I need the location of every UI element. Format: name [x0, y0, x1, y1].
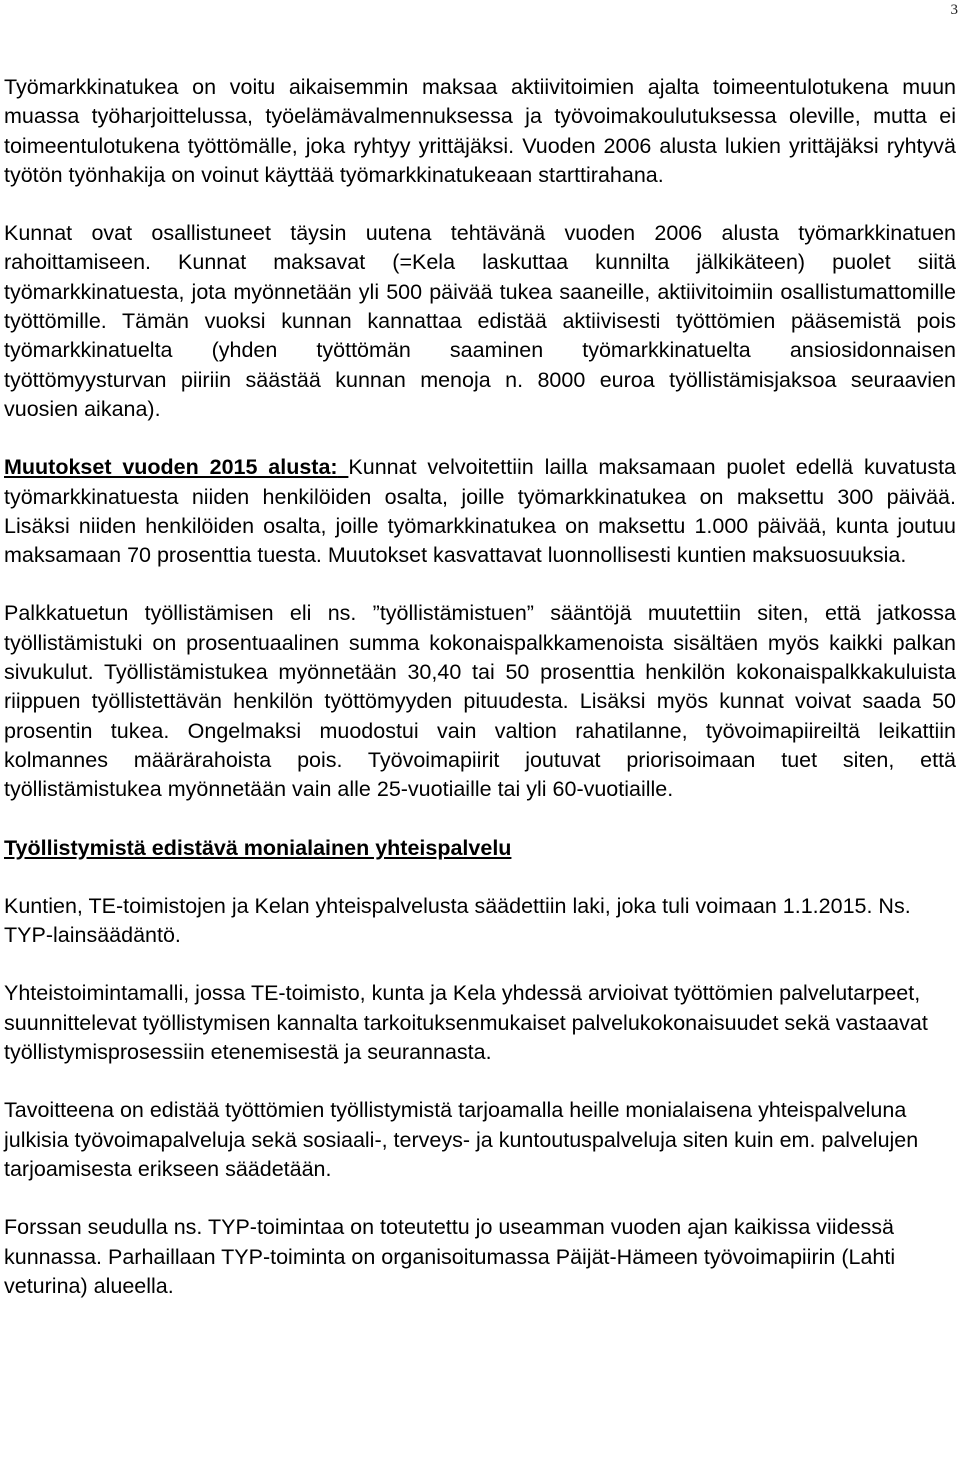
paragraph-forssa: Forssan seudulla ns. TYP-toimintaa on toteutettu jo useamman vuoden ajan kaikissa viidessä kunnassa. Parhaillaan TYP-toiminta on organisoitumassa Päijät-Hämeen työvoimapiirin (Lahti veturina) alueella.: [4, 1215, 896, 1298]
paragraph-tavoite: Tavoitteena on edistää työttömien työllistymistä tarjoamalla heille monialaisena yhteispalveluna julkisia työvoimapalveluja sekä sosiaali-, terveys- ja kuntoutuspalveluja siten kuin em. palvelujen tarjoamisesta erikseen säädetään.: [4, 1098, 919, 1181]
paragraph-palkkatuki: Palkkatuetun työllistämisen eli ns. ”työllistämistuen” sääntöjä muutettiin siten, että jatkossa työllistämistuki on prosentuaalinen summa kokonaispalkkamenoista sisältäen myös kaikki palkan sivukulut. Työllistämistukea myönnetään 30,40 tai 50 prosenttia henkilön kokonaispalkkakuluista riippuen työllistettävän henkilön työttömyyden pituudesta. Lisäksi myös kunnat voivat saada 50 prosentin tukea. Ongelmaksi muodostui vain valtion rahatilanne, työvoimapiireiltä leikattiin kolmannes määrärahoista pois. Työvoimapiirit joutuvat priorisoimaan tuet siten, että työllistämistukea myönnetään vain alle 25-vuotiaille tai yli 60-vuotiaille.: [4, 601, 956, 802]
paragraph-yhteistoimintamalli: Yhteistoimintamalli, jossa TE-toimisto, kunta ja Kela yhdessä arvioivat työttömien palvelutarpeet, suunnittelevat työllistymisen kannalta tarkoituksenmukaiset palvelukokonaisuudet sekä vastaavat työllistymisprosessiin etenemisestä ja seurannasta.: [4, 981, 928, 1065]
paragraph-muutokset-2015: [4, 453, 956, 570]
document-body: [4, 73, 956, 1301]
paragraph-muutokset-body: Kunnat velvoitettiin lailla maksamaan puolet edellä kuvatusta työmarkkinatuesta niiden henkilöiden osalta, joille työmarkkinatukea on maksettu 300 päivää. Lisäksi niiden henkilöiden osalta, joille työmarkkinatukea on maksettu 1.000 päivää, kunta joutuu maksamaan 70 prosenttia tuesta. Muutokset kasvattavat luonnollisesti kuntien maksuosuuksia.: [4, 455, 956, 568]
section-heading-typ: Työllistymistä edistävä monialainen yhteispalvelu: [4, 835, 512, 860]
paragraph-aktiivitoimet: Työmarkkinatukea on voitu aikaisemmin maksaa aktiivitoimien ajalta toimeentulotukena muun muassa työharjoittelussa, työelämävalmennuksessa ja työvoimakoulutuksessa oleville, mutta ei toimeentulotukena työttömälle, joka ryhtyy yrittäjäksi. Vuoden 2006 alusta lukien yrittäjäksi ryhtyvä työtön työnhakija on voinut käyttää työmarkkinatukeaan starttirahana.: [4, 75, 956, 187]
page-number: 3: [950, 2, 958, 18]
paragraph-kuntien-rahoitus: Kunnat ovat osallistuneet täysin uutena tehtävänä vuoden 2006 alusta työmarkkinatuen rahoittamiseen. Kunnat maksavat (=Kela laskuttaa kunnilta jälkikäteen) puolet siitä työmarkkinatuesta, jota myönnetään yli 500 päivää tukea saaneille, aktiivitoimiin osallistumattomille työttömille. Tämän vuoksi kunnan kannattaa edistää aktiivisesti työttömien pääsemistä pois työmarkkinatuelta (yhden työttömän saaminen työmarkkinatuelta ansiosidonnaisen työttömyysturvan piiriin säästää kunnan menoja n. 8000 euroa työllistämisjaksoa seuraavien vuosien aikana).: [4, 221, 956, 421]
inline-heading-muutokset: Muutokset vuoden 2015 alusta:: [4, 455, 338, 480]
paragraph-typ-laki: Kuntien, TE-toimistojen ja Kelan yhteispalvelusta säädettiin laki, joka tuli voimaan 1.1.2015. Ns. TYP-lainsäädäntö.: [4, 893, 911, 948]
